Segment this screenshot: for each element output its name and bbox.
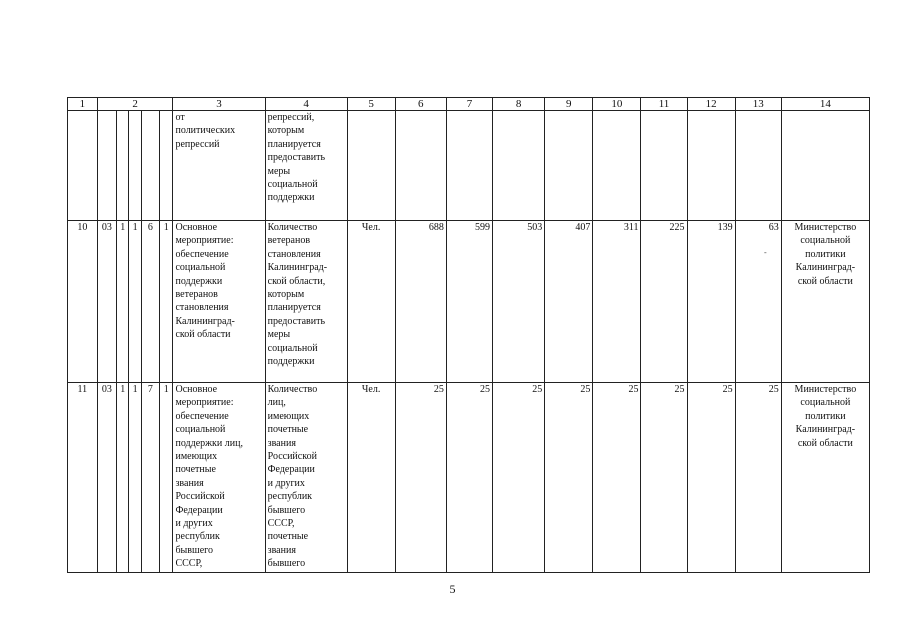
row-number	[68, 111, 98, 221]
table-row	[68, 111, 870, 221]
value-cell: 25	[446, 383, 492, 573]
value-cell	[545, 111, 593, 221]
code-cell: 03	[97, 383, 116, 573]
code-cell: 1	[160, 383, 173, 573]
value-cell: 25	[545, 383, 593, 573]
header-cell: 3	[173, 98, 265, 111]
page-number: 5	[449, 582, 456, 596]
code-cell: 1	[117, 383, 129, 573]
code-cell: 6	[141, 221, 159, 383]
indicator-name: Количество лиц, имеющих почетные звания Российской Федерации и других республик бывшего СССР, почетные звания бывшего	[265, 383, 347, 573]
value-cell: 599	[446, 221, 492, 383]
code-cell: 1	[129, 383, 141, 573]
value-cell: 25	[593, 383, 641, 573]
value-cell	[395, 111, 446, 221]
responsible-cell: Министерство социальной политики Калининград- ской области	[781, 221, 869, 383]
program-table	[67, 97, 870, 573]
value-cell: 25	[687, 383, 735, 573]
indicator-name: Количество ветеранов становления Калининград- ской области, которым планируется предоставить меры социальной поддержки	[265, 221, 347, 383]
row-number: 11	[68, 383, 98, 573]
indicator-name: репрессий, которым планируется предоставить меры социальной поддержки	[265, 111, 347, 221]
header-cell: 8	[492, 98, 544, 111]
value-cell: 503	[492, 221, 544, 383]
header-row	[68, 98, 870, 111]
header-cell: 14	[781, 98, 869, 111]
value-cell: 139	[687, 221, 735, 383]
code-cell	[141, 111, 159, 221]
value-cell	[446, 111, 492, 221]
code-cell: 03	[97, 221, 116, 383]
value-cell: 225	[641, 221, 687, 383]
value-cell: 25	[395, 383, 446, 573]
row-number: 10	[68, 221, 98, 383]
value-cell	[593, 111, 641, 221]
header-cell: 12	[687, 98, 735, 111]
code-cell: 1	[129, 221, 141, 383]
header-cell: 4	[265, 98, 347, 111]
code-cell	[160, 111, 173, 221]
unit-cell: Чел.	[347, 221, 395, 383]
value-cell: 25	[492, 383, 544, 573]
code-cell	[97, 111, 116, 221]
header-cell: 6	[395, 98, 446, 111]
measure-name: от политических репрессий	[173, 111, 265, 221]
value-cell	[687, 111, 735, 221]
table-row	[68, 383, 870, 573]
code-cell: 1	[160, 221, 173, 383]
value-cell	[641, 111, 687, 221]
responsible-cell	[781, 111, 869, 221]
header-cell: 10	[593, 98, 641, 111]
header-cell: 9	[545, 98, 593, 111]
header-cell: 13	[735, 98, 781, 111]
unit-cell	[347, 111, 395, 221]
unit-cell: Чел.	[347, 383, 395, 573]
value-cell: 688	[395, 221, 446, 383]
value-cell: 311	[593, 221, 641, 383]
header-cell: 7	[446, 98, 492, 111]
responsible-cell: Министерство социальной политики Калининград- ской области	[781, 383, 869, 573]
table-row	[68, 221, 870, 383]
measure-name: Основное мероприятие: обеспечение социальной поддержки лиц, имеющих почетные звания Российской Федерации и других республик бывшего СССР,	[173, 383, 265, 573]
code-cell	[129, 111, 141, 221]
value-cell	[492, 111, 544, 221]
code-cell: 7	[141, 383, 159, 573]
header-cell: 11	[641, 98, 687, 111]
header-cell: 5	[347, 98, 395, 111]
value-cell: 25	[641, 383, 687, 573]
value-cell: 407	[545, 221, 593, 383]
header-cell: 2	[97, 98, 173, 111]
scan-mark: -	[764, 248, 767, 257]
measure-name: Основное мероприятие: обеспечение социальной поддержки ветеранов становления Калининград- ской области	[173, 221, 265, 383]
value-cell	[735, 111, 781, 221]
value-cell: 63	[735, 221, 781, 383]
code-cell: 1	[117, 221, 129, 383]
value-cell: 25	[735, 383, 781, 573]
header-cell: 1	[68, 98, 98, 111]
code-cell	[117, 111, 129, 221]
